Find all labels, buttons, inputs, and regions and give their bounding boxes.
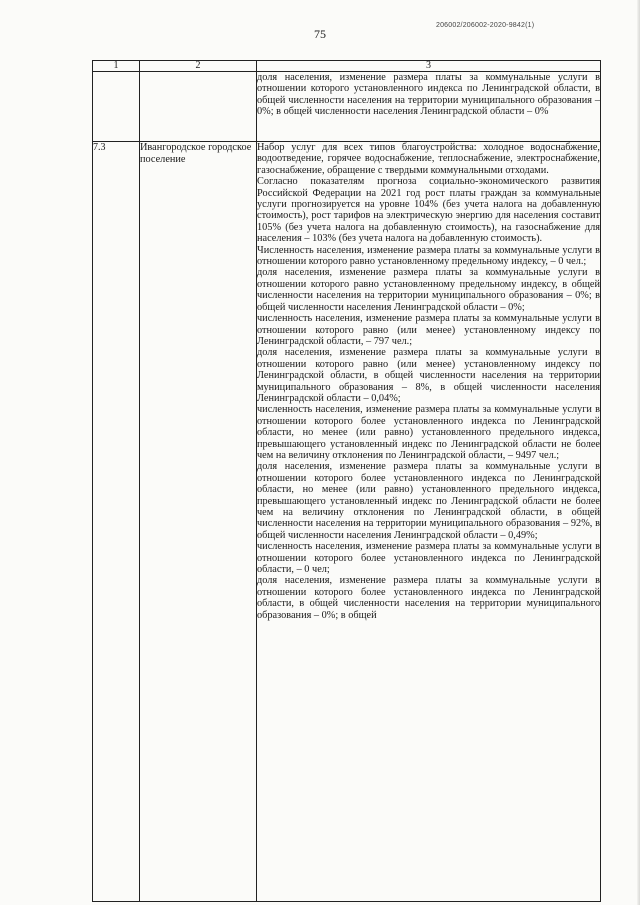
continued-text [257, 72, 601, 142]
organization-name: Ивангородское городское поселение [140, 142, 257, 902]
document-code: 206002/206002-2020-9842(1) [436, 22, 535, 29]
page-number: 75 [314, 27, 326, 41]
empty-cell [93, 72, 140, 142]
paragraph: численность населения, изменение размера платы за коммунальные услуги в отношении которого более установленного индекса по Ленинградской области, – 0 чел; [257, 541, 600, 576]
data-table [92, 60, 601, 902]
table-header-row [93, 61, 601, 72]
column-header: 1 [93, 61, 140, 72]
paragraph: численность населения, изменение размера платы за коммунальные услуги в отношении которого более установленного индекса по Ленинградской области, но менее (или равно) установленного предельного индекса, превышающего установленный индекс по Ленинградской области не более чем на величину отклонения по Ленинградской области, – 9497 чел.; [257, 404, 600, 461]
column-header: 3 [257, 61, 601, 72]
paragraph: доля населения, изменение размера платы за коммунальные услуги в отношении которого более установленного индекса по Ленинградской области, в общей численности населения на территории муниципального образования – 0%; в общей [257, 575, 600, 621]
table-row [93, 142, 601, 902]
paragraph: доля населения, изменение размера платы за коммунальные услуги в отношении которого более установленного индекса по Ленинградской области, но менее (или равно) установленного предельного индекса, превышающего установленный индекс по Ленинградской области не более чем на величину отклонения по Ленинградской области, в общей численности населения на территории муниципального образования – 92%, в общей численности населения Ленинградской области – 0,49%; [257, 461, 600, 541]
row-number: 7.3 [93, 142, 140, 902]
paragraph: численность населения, изменение размера платы за коммунальные услуги в отношении которого равно (или менее) установленному индексу по Ленинградской области, – 797 чел.; [257, 313, 600, 347]
column-header: 2 [140, 61, 257, 72]
paragraph: Численность населения, изменение размера платы за коммунальные услуги в отношении которого равно установленному предельному индексу, – 0 чел.; [257, 244, 600, 268]
table-row-continued [93, 72, 601, 142]
paragraph: доля населения, изменение размера платы за коммунальные услуги в отношении которого установленного индекса по Ленинградской области, в общей численности населения на территории муниципального образования – 0%; в общей численности населения Ленинградской области – 0% [257, 72, 600, 118]
empty-cell [140, 72, 257, 142]
paragraph: Согласно показателям прогноза социально-экономического развития Российской Федерации на 2021 год рост платы граждан за коммунальные услуги прогнозируется на уровне 104% (без учета налога на добавленную стоимость), рост тарифов на электрическую энергию для населения составит 105% (без учета налога на добавленную стоимость), на газоснабжение для населения – 103% (без учета налога на добавленную стоимость). [257, 176, 600, 245]
paragraph: Набор услуг для всех типов благоустройства: холодное водоснабжение, водоотведение, горячее водоснабжение, теплоснабжение, электроснабжение, газоснабжение, обращение с твердыми коммунальными отходами. [257, 142, 600, 176]
paragraph: доля населения, изменение размера платы за коммунальные услуги в отношении которого равно (или менее) установленному индексу по Ленинградской области, в общей численности населения на территории муниципального образования – 8%, в общей численности населения Ленинградской области – 0,04%; [257, 347, 600, 404]
row-content [257, 142, 601, 902]
paragraph: доля населения, изменение размера платы за коммунальные услуги в отношении которого равно установленному предельному индексу, в общей численности населения на территории муниципального образования – 0%; в общей численности населения Ленинградской области – 0%; [257, 267, 600, 313]
